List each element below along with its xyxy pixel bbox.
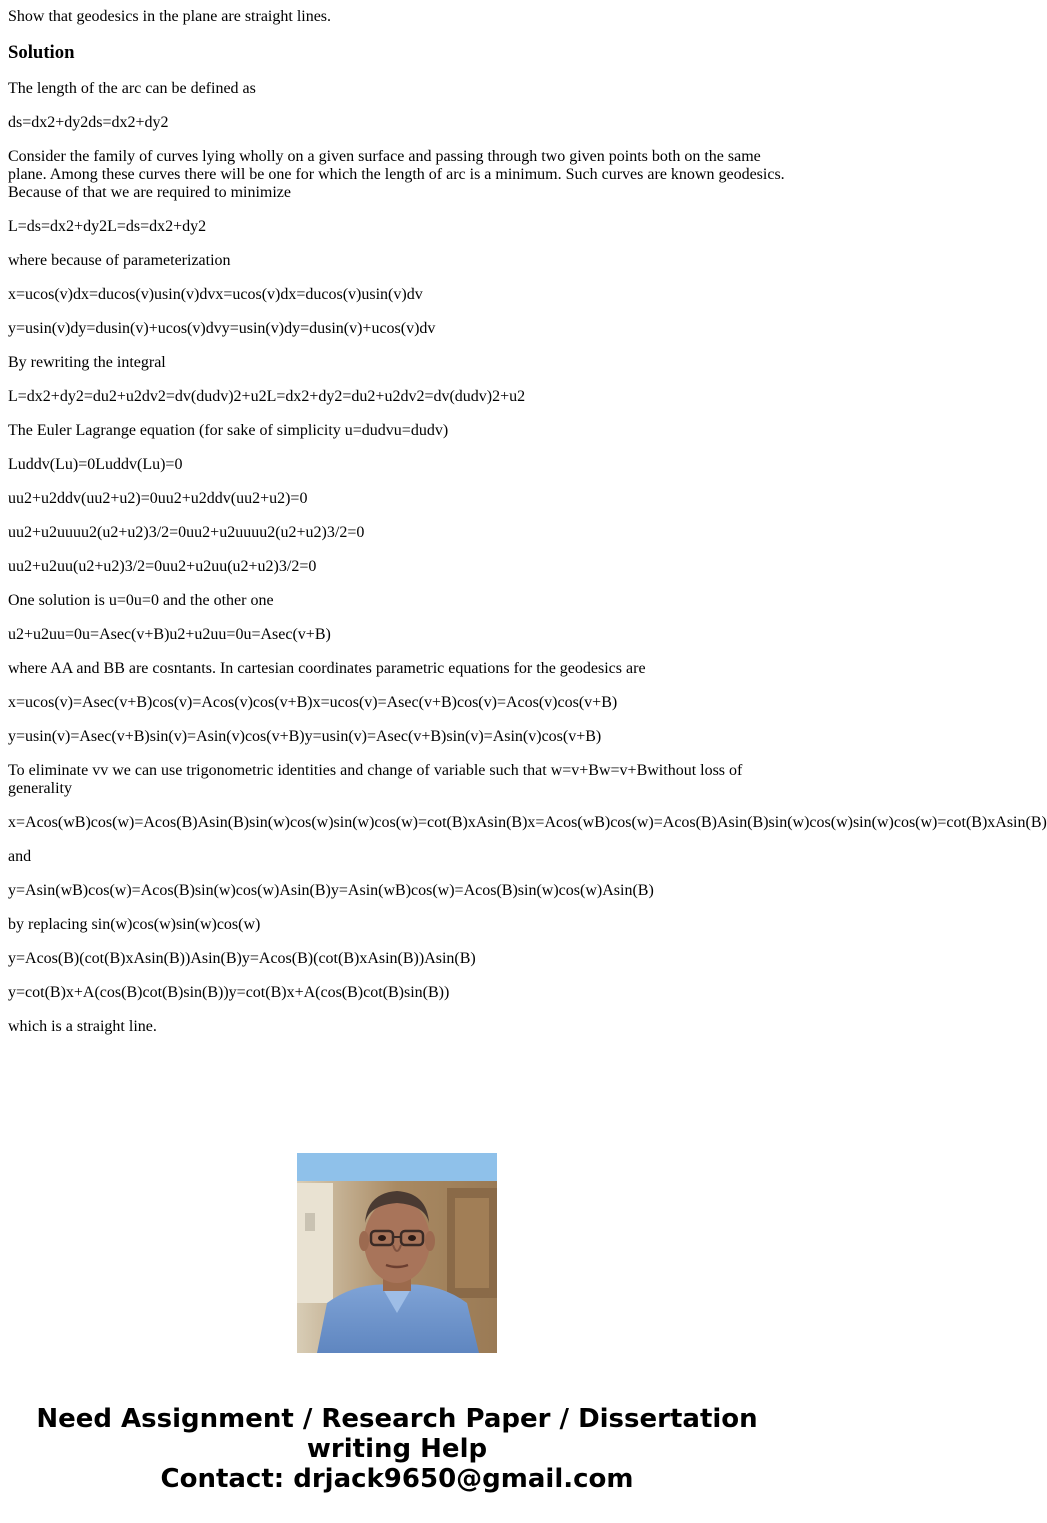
solution-line: The Euler Lagrange equation (for sake of simplicity u=dudvu=dudv)	[8, 422, 449, 439]
solution-line: One solution is u=0u=0 and the other one	[8, 592, 274, 609]
equation-line: Luddv(Lu)=0Luddv(Lu)=0	[8, 456, 183, 473]
equation-line: y=Acos(B)(cot(B)xAsin(B))Asin(B)y=Acos(B)(cot(B)xAsin(B))Asin(B)	[8, 950, 476, 967]
solution-heading: Solution	[8, 42, 75, 63]
equation-line: y=cot(B)x+A(cos(B)cot(B)sin(B))y=cot(B)x+A(cos(B)cot(B)sin(B))	[8, 984, 450, 1001]
equation-line: y=usin(v)=Asec(v+B)sin(v)=Asin(v)cos(v+B)y=usin(v)=Asec(v+B)sin(v)=Asin(v)cos(v+B)	[8, 728, 602, 745]
promo-banner	[0, 1404, 794, 1494]
solution-line: which is a straight line.	[8, 1018, 157, 1035]
equation-line: ds=dx2+dy2ds=dx2+dy2	[8, 114, 169, 131]
solution-line: by replacing sin(w)cos(w)sin(w)cos(w)	[8, 916, 261, 933]
promo-line: Need Assignment / Research Paper / Dissertation	[36, 1404, 758, 1434]
author-avatar	[297, 1153, 497, 1353]
equation-line: x=ucos(v)=Asec(v+B)cos(v)=Acos(v)cos(v+B)x=ucos(v)=Asec(v+B)cos(v)=Acos(v)cos(v+B)	[8, 694, 618, 711]
question-text: Show that geodesics in the plane are straight lines.	[8, 8, 332, 25]
promo-line: writing Help	[306, 1434, 488, 1464]
equation-line: x=Acos(wB)cos(w)=Acos(B)Asin(B)sin(w)cos(w)sin(w)cos(w)=cot(B)xAsin(B)x=Acos(wB)cos(w)=Acos(B)Asin(B)sin(w)cos(w)sin(w)cos(w)=cot(B)xAsin(B)	[8, 814, 1047, 831]
equation-line: uu2+u2uuuu2(u2+u2)3/2=0uu2+u2uuuu2(u2+u2)3/2=0	[8, 524, 365, 541]
solution-line: where AA and BB are cosntants. In cartesian coordinates parametric equations for the geodesics are	[8, 660, 646, 677]
equation-line: L=dx2+dy2=du2+u2dv2=dv(dudv)2+u2L=dx2+dy2=du2+u2dv2=dv(dudv)2+u2	[8, 388, 526, 405]
equation-line: y=Asin(wB)cos(w)=Acos(B)sin(w)cos(w)Asin(B)y=Asin(wB)cos(w)=Acos(B)sin(w)cos(w)Asin(B)	[8, 882, 654, 899]
solution-line: where because of parameterization	[8, 252, 231, 269]
equation-line: L=ds=dx2+dy2L=ds=dx2+dy2	[8, 218, 207, 235]
equation-line: uu2+u2ddv(uu2+u2)=0uu2+u2ddv(uu2+u2)=0	[8, 490, 308, 507]
promo-contact: Contact: drjack9650@gmail.com	[160, 1464, 634, 1494]
solution-line: and	[8, 848, 32, 865]
solution-line: By rewriting the integral	[8, 354, 166, 371]
solution-line: The length of the arc can be defined as	[8, 80, 256, 97]
document-body	[8, 8, 1047, 1052]
solution-line: Consider the family of curves lying wholly on a given surface and passing through two given points both on the same plane. Among these curves there will be one for which the length of arc is a minimum. Such curves are known geodesics. Because of that we are required to minimize	[8, 148, 785, 201]
equation-line: uu2+u2uu(u2+u2)3/2=0uu2+u2uu(u2+u2)3/2=0	[8, 558, 317, 575]
equation-line: x=ucos(v)dx=ducos(v)usin(v)dvx=ucos(v)dx=ducos(v)usin(v)dv	[8, 286, 423, 303]
equation-line: u2+u2uu=0u=Asec(v+B)u2+u2uu=0u=Asec(v+B)	[8, 626, 331, 643]
author-portrait-image	[297, 1153, 497, 1353]
equation-line: y=usin(v)dy=dusin(v)+ucos(v)dvy=usin(v)dy=dusin(v)+ucos(v)dv	[8, 320, 436, 337]
solution-line: To eliminate vv we can use trigonometric identities and change of variable such that w=v+Bw=v+Bwithout loss of generality	[8, 762, 743, 797]
